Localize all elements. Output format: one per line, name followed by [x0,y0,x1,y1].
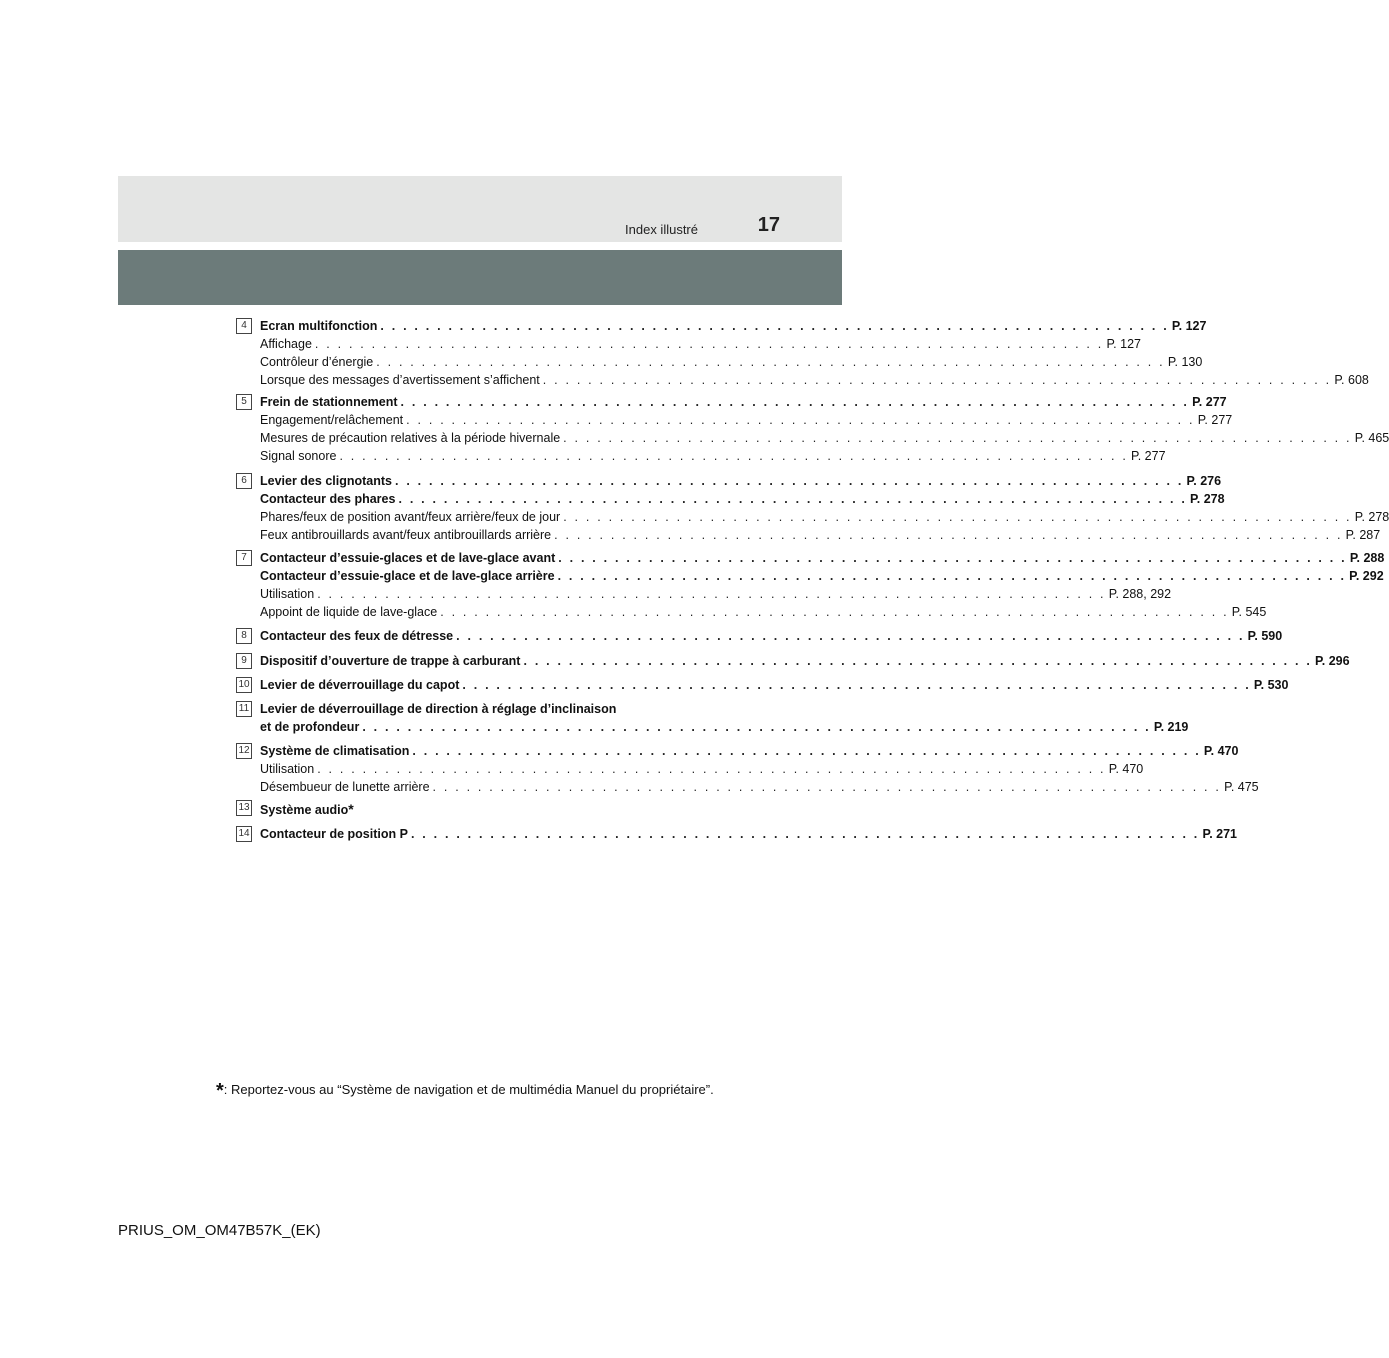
page-reference[interactable]: P. 545 [1231,605,1267,619]
page-reference[interactable]: P. 271 [1202,827,1238,841]
index-subline[interactable]: Utilisation . . . . . . . . . . . . . . . . . . . . . . . . . . . . . . . . . . . . . . . . . . . . . . . . . . . . . . . . . . . . . . . . . . . . . . P. 288, 292 [260,587,1172,601]
page-reference[interactable]: P. 465 [1354,431,1389,445]
index-subline[interactable]: Affichage . . . . . . . . . . . . . . . . . . . . . . . . . . . . . . . . . . . . . . . . . . . . . . . . . . . . . . . . . . . . . . . . . . . . . . P. 127 [260,337,1141,351]
index-subline[interactable]: Lorsque des messages d’avertissement s’affichent . . . . . . . . . . . . . . . . . . . . . . . . . . . . . . . . . . . . . . . . . . . . . . . . . . . . . . . . . . . . . . . . . . . . . . P. 608 [260,373,1369,387]
callout-number-badge: 6 [236,473,252,489]
index-heading-line[interactable]: Frein de stationnement . . . . . . . . . . . . . . . . . . . . . . . . . . . . . . . . . . . . . . . . . . . . . . . . . . . . . . . . . . . . . . . . . . . . . . P. 277 [260,395,1227,409]
index-heading-line[interactable]: Dispositif d’ouverture de trappe à carburant . . . . . . . . . . . . . . . . . . . . . . . . . . . . . . . . . . . . . . . . . . . . . . . . . . . . . . . . . . . . . . . . . . . . . . P. 296 [260,654,1350,668]
index-heading-line[interactable]: Contacteur des phares . . . . . . . . . . . . . . . . . . . . . . . . . . . . . . . . . . . . . . . . . . . . . . . . . . . . . . . . . . . . . . . . . . . . . . P. 278 [260,492,1225,506]
page-reference[interactable]: P. 287 [1345,528,1381,542]
index-heading-line[interactable]: Contacteur d’essuie-glace et de lave-glace arrière . . . . . . . . . . . . . . . . . . . . . . . . . . . . . . . . . . . . . . . . . . . . . . . . . . . . . . . . . . . . . . . . . . . . . . P. 292 [260,569,1384,583]
page-reference[interactable]: P. 590 [1247,629,1283,643]
page-reference[interactable]: P. 470 [1108,762,1144,776]
index-subline[interactable]: Engagement/relâchement . . . . . . . . . . . . . . . . . . . . . . . . . . . . . . . . . . . . . . . . . . . . . . . . . . . . . . . . . . . . . . . . . . . . . . P. 277 [260,413,1233,427]
index-heading-line[interactable]: Levier de déverrouillage de direction à réglage d’inclinaison [260,702,617,716]
index-heading-line[interactable]: Ecran multifonction . . . . . . . . . . . . . . . . . . . . . . . . . . . . . . . . . . . . . . . . . . . . . . . . . . . . . . . . . . . . . . . . . . . . . . P. 127 [260,319,1207,333]
page-reference[interactable]: P. 470 [1203,744,1239,758]
page-reference[interactable]: P. 277 [1192,395,1227,409]
footnote [216,1080,816,1103]
callout-number-badge: 11 [236,701,252,717]
callout-number-badge: 14 [236,826,252,842]
index-heading-line[interactable]: et de profondeur . . . . . . . . . . . . . . . . . . . . . . . . . . . . . . . . . . . . . . . . . . . . . . . . . . . . . . . . . . . . . . . . . . . . . . P. 219 [260,720,1189,734]
page-reference[interactable]: P. 130 [1167,355,1203,369]
index-subline[interactable]: Contrôleur d’énergie . . . . . . . . . . . . . . . . . . . . . . . . . . . . . . . . . . . . . . . . . . . . . . . . . . . . . . . . . . . . . . . . . . . . . . P. 130 [260,355,1203,369]
page-reference[interactable]: P. 276 [1186,474,1222,488]
page-reference[interactable]: P. 277 [1131,449,1166,463]
index-heading-line[interactable]: Système audio * [260,801,354,817]
page-reference[interactable]: P. 296 [1315,654,1350,668]
page-reference[interactable]: P. 127 [1106,337,1141,351]
page-reference[interactable]: P. 127 [1171,319,1207,333]
callout-number-badge: 10 [236,677,252,693]
callout-number-badge: 7 [236,550,252,566]
page-reference[interactable]: P. 278 [1354,510,1389,524]
index-subline[interactable]: Feux antibrouillards avant/feux antibrouillards arrière . . . . . . . . . . . . . . . . . . . . . . . . . . . . . . . . . . . . . . . . . . . . . . . . . . . . . . . . . . . . . . . . . . . . . . P. 287 [260,528,1381,542]
page-number: 17 [757,214,780,236]
index-heading-line[interactable]: Système de climatisation . . . . . . . . . . . . . . . . . . . . . . . . . . . . . . . . . . . . . . . . . . . . . . . . . . . . . . . . . . . . . . . . . . . . . . P. 470 [260,744,1239,758]
index-heading-line[interactable]: Contacteur d’essuie-glaces et de lave-glace avant . . . . . . . . . . . . . . . . . . . . . . . . . . . . . . . . . . . . . . . . . . . . . . . . . . . . . . . . . . . . . . . . . . . . . . P. 288 [260,551,1385,565]
index-subline[interactable]: Mesures de précaution relatives à la période hivernale . . . . . . . . . . . . . . . . . . . . . . . . . . . . . . . . . . . . . . . . . . . . . . . . . . . . . . . . . . . . . . . . . . . . . . P. 465 [260,431,1389,445]
index-subline[interactable]: Utilisation . . . . . . . . . . . . . . . . . . . . . . . . . . . . . . . . . . . . . . . . . . . . . . . . . . . . . . . . . . . . . . . . . . . . . . P. 470 [260,762,1144,776]
callout-number-badge: 9 [236,653,252,669]
index-subline[interactable]: Signal sonore . . . . . . . . . . . . . . . . . . . . . . . . . . . . . . . . . . . . . . . . . . . . . . . . . . . . . . . . . . . . . . . . . . . . . . P. 277 [260,449,1166,463]
footnote-asterisk: * [216,1080,224,1102]
index-subline[interactable]: Phares/feux de position avant/feux arrière/feux de jour . . . . . . . . . . . . . . . . . . . . . . . . . . . . . . . . . . . . . . . . . . . . . . . . . . . . . . . . . . . . . . . . . . . . . . P. 278 [260,510,1389,524]
index-subline[interactable]: Désembueur de lunette arrière . . . . . . . . . . . . . . . . . . . . . . . . . . . . . . . . . . . . . . . . . . . . . . . . . . . . . . . . . . . . . . . . . . . . . . P. 475 [260,780,1259,794]
callout-number-badge: 5 [236,394,252,410]
callout-number-badge: 12 [236,743,252,759]
index-heading-line[interactable]: Contacteur des feux de détresse . . . . . . . . . . . . . . . . . . . . . . . . . . . . . . . . . . . . . . . . . . . . . . . . . . . . . . . . . . . . . . . . . . . . . . P. 590 [260,629,1283,643]
page-reference[interactable]: P. 288, 292 [1108,587,1172,601]
page-reference[interactable]: P. 608 [1334,373,1369,387]
header-band [118,176,842,242]
footnote-text: : Reportez-vous au “Système de navigation et de multimédia Manuel du propriétaire”. [223,1082,714,1097]
index-heading-line[interactable]: Levier des clignotants . . . . . . . . . . . . . . . . . . . . . . . . . . . . . . . . . . . . . . . . . . . . . . . . . . . . . . . . . . . . . . . . . . . . . . P. 276 [260,474,1222,488]
index-subline[interactable]: Appoint de liquide de lave-glace . . . . . . . . . . . . . . . . . . . . . . . . . . . . . . . . . . . . . . . . . . . . . . . . . . . . . . . . . . . . . . . . . . . . . . P. 545 [260,605,1267,619]
page-reference[interactable]: P. 278 [1190,492,1225,506]
page-reference[interactable]: P. 277 [1197,413,1233,427]
page-reference[interactable]: P. 219 [1153,720,1189,734]
page-reference[interactable]: P. 292 [1349,569,1384,583]
page-reference[interactable]: P. 530 [1253,678,1289,692]
callout-number-badge: 4 [236,318,252,334]
callout-number-badge: 8 [236,628,252,644]
page-reference[interactable]: P. 475 [1224,780,1259,794]
page-reference[interactable]: P. 288 [1349,551,1385,565]
section-band [118,250,842,305]
index-heading-line[interactable]: Levier de déverrouillage du capot . . . . . . . . . . . . . . . . . . . . . . . . . . . . . . . . . . . . . . . . . . . . . . . . . . . . . . . . . . . . . . . . . . . . . . P. 530 [260,678,1289,692]
section-title: Index illustré [625,222,698,237]
index-heading-line[interactable]: Contacteur de position P . . . . . . . . . . . . . . . . . . . . . . . . . . . . . . . . . . . . . . . . . . . . . . . . . . . . . . . . . . . . . . . . . . . . . . P. 271 [260,827,1238,841]
document-code: PRIUS_OM_OM47B57K_(EK) [118,1222,321,1239]
callout-number-badge: 13 [236,800,252,816]
